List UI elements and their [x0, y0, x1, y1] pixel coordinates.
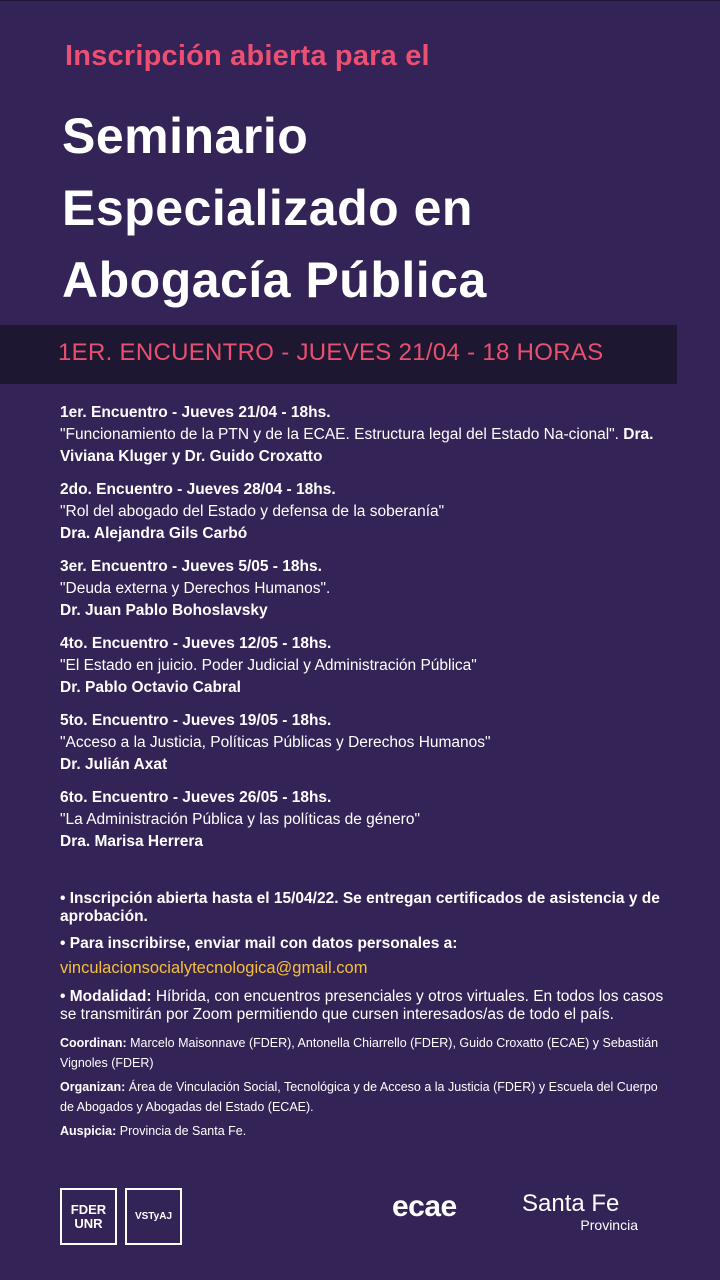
- santa-fe-logo: [522, 1191, 638, 1233]
- session-speaker: Dr. Julián Axat: [60, 756, 168, 773]
- title-line-1: Seminario: [62, 108, 309, 164]
- session-heading: 2do. Encuentro - Jueves 28/04 - 18hs.: [60, 481, 336, 498]
- organizers-label: Organizan:: [60, 1080, 126, 1094]
- registration-instructions-text: • Para inscribirse, enviar mail con datos personales a:: [60, 935, 458, 952]
- title-line-3: Abogacía Pública: [62, 252, 487, 308]
- vstyaj-logo: [125, 1188, 182, 1245]
- session-topic: "Acceso a la Justicia, Políticas Públicas y Derechos Humanos": [60, 734, 491, 751]
- session-item: [60, 787, 660, 853]
- session-topic: "Deuda externa y Derechos Humanos".: [60, 580, 331, 597]
- session-topic: "La Administración Pública y las políticas de género": [60, 811, 420, 828]
- session-topic: "Rol del abogado del Estado y defensa de la soberanía": [60, 503, 445, 520]
- modality-paragraph: [60, 988, 665, 1024]
- session-heading: 5to. Encuentro - Jueves 19/05 - 18hs.: [60, 712, 332, 729]
- session-speaker: Dra. Marisa Herrera: [60, 833, 204, 850]
- session-item: [60, 402, 660, 468]
- session-speaker: Dr. Pablo Octavio Cabral: [60, 679, 241, 696]
- session-heading: 4to. Encuentro - Jueves 12/05 - 18hs.: [60, 635, 332, 652]
- sponsor-label: Auspicia:: [60, 1124, 117, 1138]
- session-speaker: Dra. Viviana Kluger y Dr. Guido Croxatto: [60, 426, 654, 465]
- session-detail: [60, 424, 660, 468]
- contact-email-link[interactable]: vinculacionsocialytecnologica@gmail.com: [60, 959, 368, 977]
- top-edge: [0, 0, 720, 1]
- santa-fe-logo-main: Santa Fe: [522, 1190, 620, 1217]
- session-topic: "Funcionamiento de la PTN y de la ECAE. Estructura legal del Estado Na-cional".: [60, 426, 619, 443]
- sessions-list: [60, 402, 660, 864]
- session-item: [60, 633, 660, 699]
- coordinators-label: Coordinan:: [60, 1036, 127, 1050]
- session-heading: 1er. Encuentro - Jueves 21/04 - 18hs.: [60, 404, 331, 421]
- info-section: [60, 890, 665, 1145]
- session-item: [60, 479, 660, 545]
- session-heading: 3er. Encuentro - Jueves 5/05 - 18hs.: [60, 558, 322, 575]
- kicker-text: Inscripción abierta para el: [65, 40, 430, 72]
- organizers-text: Área de Vinculación Social, Tecnológica y de Acceso a la Justicia (FDER) y Escuela del Cuerpo de Abogados y Abogadas del Estado (ECAE).: [60, 1080, 658, 1114]
- session-item: [60, 556, 660, 622]
- session-heading: 6to. Encuentro - Jueves 26/05 - 18hs.: [60, 789, 332, 806]
- coordinators-paragraph: [60, 1033, 665, 1073]
- banner-text: 1ER. ENCUENTRO - JUEVES 21/04 - 18 HORAS: [58, 339, 604, 366]
- fder-unr-logo: [60, 1188, 117, 1245]
- first-meeting-banner: [0, 325, 677, 384]
- session-speaker: Dra. Alejandra Gils Carbó: [60, 525, 248, 542]
- sponsor-paragraph: [60, 1121, 665, 1141]
- santa-fe-logo-sub: Provincia: [580, 1217, 638, 1233]
- modality-text: Híbrida, con encuentros presenciales y otros virtuales. En todos los casos se transmitirán por Zoom permitiendo que cursen interesados/as de todo el país.: [60, 988, 664, 1023]
- registration-instructions: [60, 935, 665, 979]
- sponsor-text: Provincia de Santa Fe.: [116, 1124, 247, 1138]
- session-item: [60, 710, 660, 776]
- ecae-logo: ecae: [392, 1190, 457, 1223]
- fder-logo-line-1: FDER: [70, 1201, 107, 1217]
- vstyaj-logo-text: VSTyAJ: [134, 1211, 173, 1222]
- coordinators-text: Marcelo Maisonnave (FDER), Antonella Chiarrello (FDER), Guido Croxatto (ECAE) y Sebastián Vignoles (FDER): [60, 1036, 659, 1070]
- session-topic: "El Estado en juicio. Poder Judicial y Administración Pública": [60, 657, 477, 674]
- fder-logo-line-2: UNR: [74, 1215, 103, 1231]
- page-title: [62, 100, 702, 316]
- registration-deadline: • Inscripción abierta hasta el 15/04/22. Se entregan certificados de asistencia y de aprobación.: [60, 890, 660, 925]
- title-line-2: Especializado en: [62, 180, 473, 236]
- modality-label: • Modalidad:: [60, 988, 152, 1005]
- logos-row: [0, 1185, 720, 1250]
- organizers-paragraph: [60, 1077, 665, 1117]
- session-speaker: Dr. Juan Pablo Bohoslavsky: [60, 602, 268, 619]
